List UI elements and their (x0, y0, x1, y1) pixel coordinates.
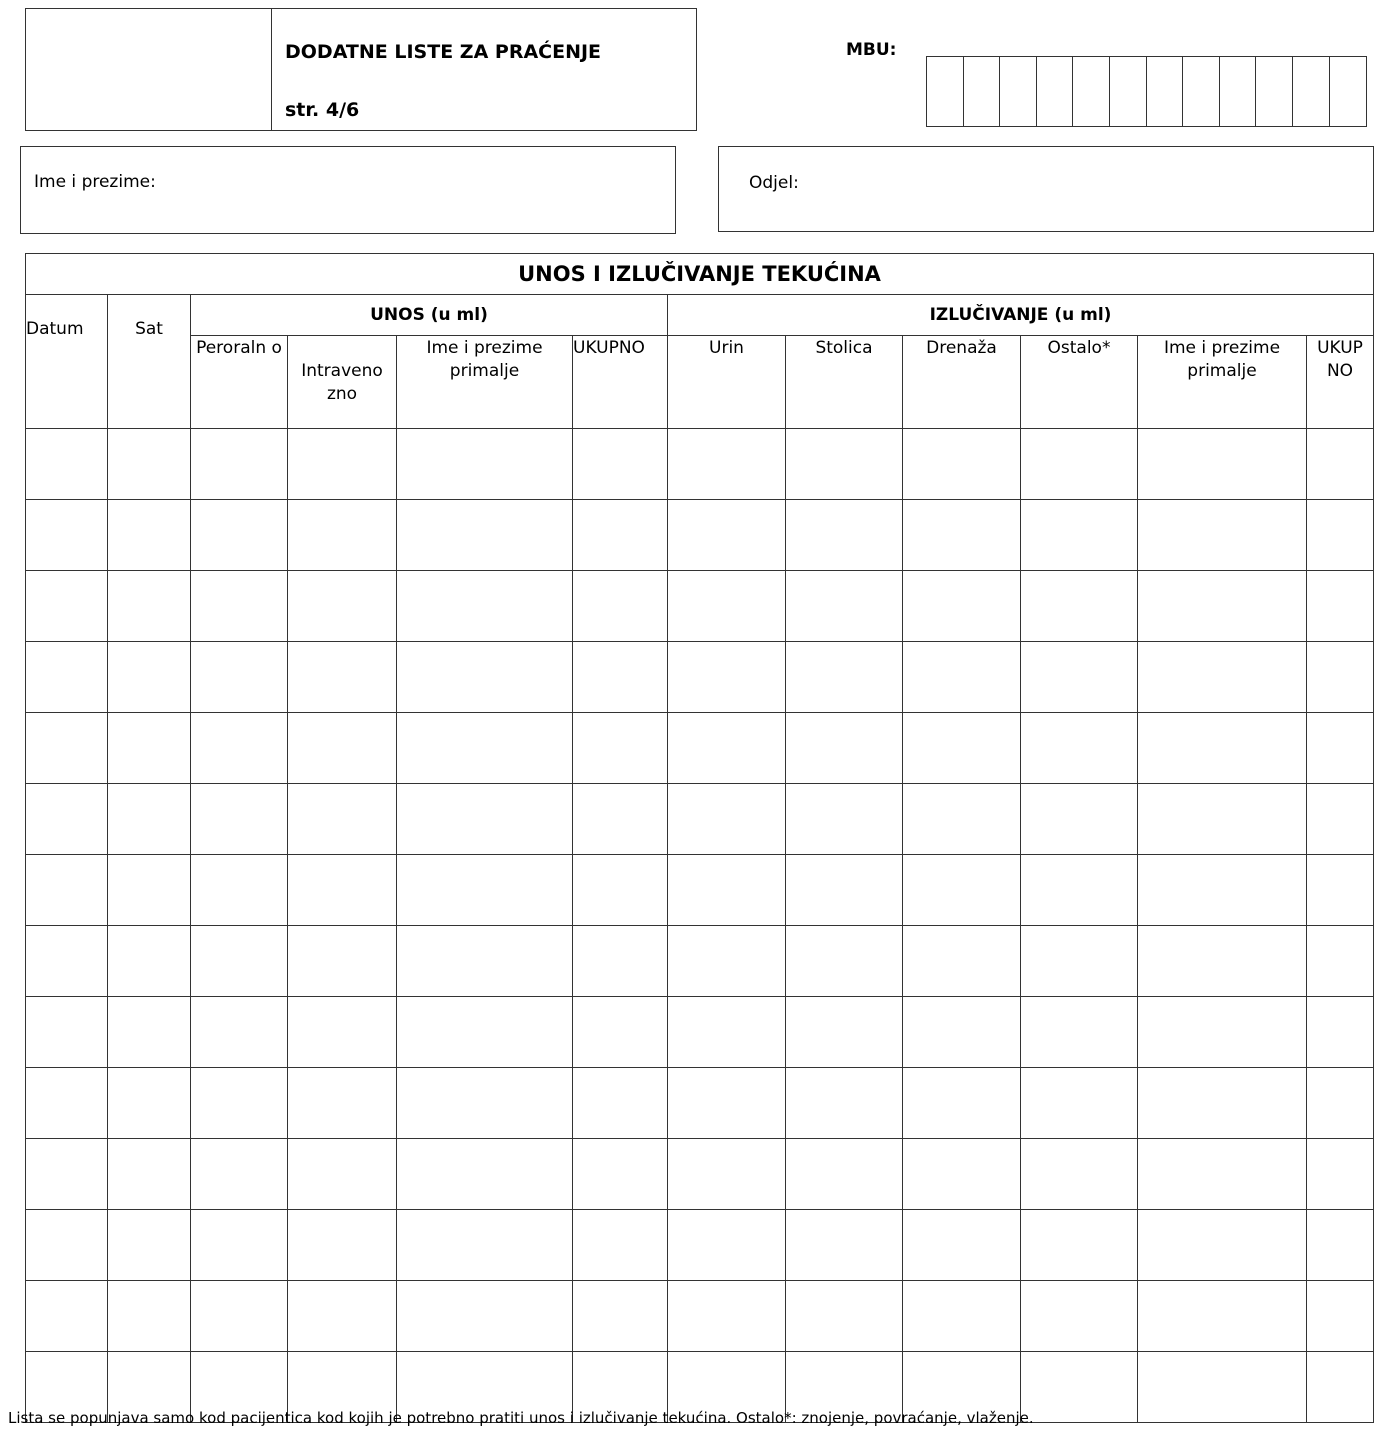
fluid-balance-table (25, 253, 1374, 1423)
table-cell[interactable] (26, 926, 108, 997)
table-cell[interactable] (1138, 642, 1307, 713)
table-cell[interactable] (288, 429, 397, 500)
department-field[interactable] (718, 146, 1374, 232)
table-cell[interactable] (191, 926, 288, 997)
table-cell[interactable] (191, 1281, 288, 1352)
table-cell[interactable] (108, 571, 191, 642)
table-cell[interactable] (786, 500, 903, 571)
table-cell[interactable] (1021, 1352, 1138, 1423)
table-cell[interactable] (1138, 1352, 1307, 1423)
table-cell[interactable] (786, 926, 903, 997)
table-cell[interactable] (288, 1210, 397, 1281)
table-cell[interactable] (108, 1210, 191, 1281)
table-row (26, 997, 1374, 1068)
mbu-digit-box[interactable] (964, 57, 1001, 126)
table-cell[interactable] (288, 1281, 397, 1352)
mbu-digit-box[interactable] (1073, 57, 1110, 126)
col-header-peroralno: Peroraln o (191, 336, 288, 429)
table-cell[interactable] (1307, 997, 1374, 1068)
table-cell[interactable] (1307, 1139, 1374, 1210)
table-cell[interactable] (1307, 1352, 1374, 1423)
table-cell[interactable] (26, 571, 108, 642)
table-row (26, 1139, 1374, 1210)
table-cell[interactable] (1307, 1281, 1374, 1352)
table-row (26, 784, 1374, 855)
table-cell[interactable] (1021, 1139, 1138, 1210)
table-row (26, 642, 1374, 713)
table-cell[interactable] (668, 571, 786, 642)
table-cell[interactable] (1021, 429, 1138, 500)
table-cell[interactable] (1138, 713, 1307, 784)
mbu-digit-box[interactable] (1147, 57, 1184, 126)
logo-box (25, 8, 272, 131)
table-cell[interactable] (288, 784, 397, 855)
table-cell[interactable] (1307, 1068, 1374, 1139)
department-label: Odjel: (749, 173, 799, 193)
table-cell[interactable] (26, 713, 108, 784)
table-cell[interactable] (786, 784, 903, 855)
table-cell[interactable] (786, 1139, 903, 1210)
col-header-output-midwife: Ime i prezime primalje (1138, 336, 1307, 429)
table-cell[interactable] (903, 1068, 1021, 1139)
table-cell[interactable] (26, 429, 108, 500)
table-cell[interactable] (903, 997, 1021, 1068)
table-cell[interactable] (191, 1068, 288, 1139)
table-cell[interactable] (26, 997, 108, 1068)
table-cell[interactable] (573, 855, 668, 926)
title-box (271, 8, 697, 131)
col-header-intake-midwife: Ime i prezime primalje (397, 336, 573, 429)
table-row (26, 926, 1374, 997)
col-header-output-total: UKUP NO (1307, 336, 1374, 429)
patient-name-field[interactable] (20, 146, 676, 234)
mbu-digit-box[interactable] (1037, 57, 1074, 126)
table-cell[interactable] (1138, 500, 1307, 571)
table-cell[interactable] (108, 1281, 191, 1352)
table-cell[interactable] (1307, 926, 1374, 997)
table-cell[interactable] (191, 997, 288, 1068)
table-cell[interactable] (108, 642, 191, 713)
table-cell[interactable] (288, 642, 397, 713)
table-cell[interactable] (1138, 855, 1307, 926)
table-cell[interactable] (903, 926, 1021, 997)
table-cell[interactable] (786, 1281, 903, 1352)
table-cell[interactable] (1307, 429, 1374, 500)
table-cell[interactable] (1138, 926, 1307, 997)
col-header-sat: Sat (108, 295, 191, 429)
table-cell[interactable] (1138, 571, 1307, 642)
table-cell[interactable] (26, 855, 108, 926)
table-cell[interactable] (668, 1139, 786, 1210)
table-cell[interactable] (26, 500, 108, 571)
table-cell[interactable] (903, 571, 1021, 642)
table-cell[interactable] (668, 429, 786, 500)
table-cell[interactable] (668, 1281, 786, 1352)
table-cell[interactable] (108, 1068, 191, 1139)
table-cell[interactable] (397, 1068, 573, 1139)
output-group-header: IZLUČIVANJE (u ml) (668, 295, 1374, 336)
table-cell[interactable] (191, 784, 288, 855)
table-row (26, 1281, 1374, 1352)
table-cell[interactable] (1307, 1210, 1374, 1281)
table-cell[interactable] (573, 429, 668, 500)
table-cell[interactable] (668, 1210, 786, 1281)
mbu-digit-box[interactable] (1330, 57, 1367, 126)
table-row (26, 713, 1374, 784)
col-header-ostalo: Ostalo* (1021, 336, 1138, 429)
col-header-drenaza: Drenaža (903, 336, 1021, 429)
table-cell[interactable] (1021, 997, 1138, 1068)
table-cell[interactable] (26, 1068, 108, 1139)
table-cell[interactable] (1307, 855, 1374, 926)
table-cell[interactable] (1138, 1139, 1307, 1210)
mbu-digit-box[interactable] (1183, 57, 1220, 126)
form-title: DODATNE LISTE ZA PRAĆENJE (285, 41, 602, 63)
table-cell[interactable] (397, 642, 573, 713)
table-body (26, 429, 1374, 1423)
table-cell[interactable] (288, 997, 397, 1068)
mbu-digit-box[interactable] (1110, 57, 1147, 126)
table-cell[interactable] (26, 1281, 108, 1352)
col-header-intake-total: UKUPNO (573, 336, 668, 429)
table-cell[interactable] (397, 926, 573, 997)
table-cell[interactable] (573, 1281, 668, 1352)
table-title: UNOS I IZLUČIVANJE TEKUĆINA (26, 254, 1374, 295)
table-cell[interactable] (1138, 1068, 1307, 1139)
table-cell[interactable] (26, 642, 108, 713)
table-cell[interactable] (108, 713, 191, 784)
table-cell[interactable] (26, 1210, 108, 1281)
table-cell[interactable] (573, 500, 668, 571)
table-cell[interactable] (191, 429, 288, 500)
table-cell[interactable] (288, 713, 397, 784)
table-cell[interactable] (397, 1210, 573, 1281)
table-cell[interactable] (191, 571, 288, 642)
table-cell[interactable] (903, 1139, 1021, 1210)
mbu-input-boxes[interactable] (926, 56, 1367, 127)
table-cell[interactable] (668, 500, 786, 571)
table-cell[interactable] (397, 1139, 573, 1210)
table-cell[interactable] (1021, 500, 1138, 571)
table-cell[interactable] (288, 926, 397, 997)
table-cell[interactable] (1021, 784, 1138, 855)
table-cell[interactable] (786, 1210, 903, 1281)
table-cell[interactable] (668, 1068, 786, 1139)
table-row (26, 500, 1374, 571)
table-cell[interactable] (1307, 784, 1374, 855)
table-cell[interactable] (573, 713, 668, 784)
table-cell[interactable] (1021, 1210, 1138, 1281)
table-cell[interactable] (1021, 926, 1138, 997)
table-cell[interactable] (573, 642, 668, 713)
table-cell[interactable] (1021, 1281, 1138, 1352)
table-cell[interactable] (1021, 642, 1138, 713)
table-cell[interactable] (191, 855, 288, 926)
table-cell[interactable] (108, 429, 191, 500)
table-cell[interactable] (397, 500, 573, 571)
mbu-digit-box[interactable] (927, 57, 964, 126)
patient-name-label: Ime i prezime: (34, 172, 156, 192)
table-cell[interactable] (903, 642, 1021, 713)
table-cell[interactable] (191, 642, 288, 713)
table-cell[interactable] (786, 571, 903, 642)
table-cell[interactable] (786, 713, 903, 784)
table-cell[interactable] (573, 926, 668, 997)
table-cell[interactable] (903, 713, 1021, 784)
table-cell[interactable] (573, 1068, 668, 1139)
mbu-digit-box[interactable] (1293, 57, 1330, 126)
table-cell[interactable] (397, 997, 573, 1068)
mbu-digit-box[interactable] (1220, 57, 1257, 126)
table-cell[interactable] (108, 855, 191, 926)
mbu-digit-box[interactable] (1000, 57, 1037, 126)
table-cell[interactable] (397, 855, 573, 926)
table-cell[interactable] (1021, 855, 1138, 926)
table-cell[interactable] (1138, 784, 1307, 855)
table-row (26, 571, 1374, 642)
table-row (26, 855, 1374, 926)
table-cell[interactable] (288, 855, 397, 926)
table-cell[interactable] (397, 1281, 573, 1352)
table-cell[interactable] (288, 1068, 397, 1139)
page-number: str. 4/6 (285, 99, 360, 121)
table-cell[interactable] (397, 784, 573, 855)
table-cell[interactable] (668, 926, 786, 997)
table-cell[interactable] (786, 855, 903, 926)
table-cell[interactable] (191, 500, 288, 571)
table-cell[interactable] (397, 571, 573, 642)
table-cell[interactable] (903, 1210, 1021, 1281)
table-cell[interactable] (1307, 500, 1374, 571)
table-cell[interactable] (1307, 571, 1374, 642)
mbu-label: MBU: (846, 40, 897, 60)
footer-note: Lista se popunjava samo kod pacijentica kod kojih je potrebno pratiti unos i izlučivanje tekućina. Ostalo*: znojenje, povraćanje, vlaženje. (8, 1409, 1034, 1427)
table-cell[interactable] (573, 1210, 668, 1281)
table-cell[interactable] (903, 855, 1021, 926)
table-cell[interactable] (191, 1210, 288, 1281)
table-cell[interactable] (573, 571, 668, 642)
table-row (26, 429, 1374, 500)
table-cell[interactable] (903, 784, 1021, 855)
table-cell[interactable] (288, 1139, 397, 1210)
table-cell[interactable] (903, 1281, 1021, 1352)
table-cell[interactable] (108, 1139, 191, 1210)
intake-group-header: UNOS (u ml) (191, 295, 668, 336)
table-cell[interactable] (573, 784, 668, 855)
table-cell[interactable] (1307, 642, 1374, 713)
table-row (26, 1068, 1374, 1139)
col-header-stolica: Stolica (786, 336, 903, 429)
table-cell[interactable] (668, 642, 786, 713)
table-cell[interactable] (108, 926, 191, 997)
table-cell[interactable] (786, 1068, 903, 1139)
table-cell[interactable] (26, 1139, 108, 1210)
table-cell[interactable] (397, 429, 573, 500)
table-cell[interactable] (786, 642, 903, 713)
table-row (26, 1210, 1374, 1281)
table-cell[interactable] (288, 500, 397, 571)
table-cell[interactable] (668, 713, 786, 784)
table-cell[interactable] (191, 1139, 288, 1210)
table-cell[interactable] (668, 855, 786, 926)
table-cell[interactable] (1138, 997, 1307, 1068)
table-cell[interactable] (191, 713, 288, 784)
col-header-urin: Urin (668, 336, 786, 429)
table-cell[interactable] (668, 784, 786, 855)
table-cell[interactable] (668, 997, 786, 1068)
table-cell[interactable] (1021, 1068, 1138, 1139)
table-cell[interactable] (26, 784, 108, 855)
mbu-digit-box[interactable] (1256, 57, 1293, 126)
table-cell[interactable] (573, 1139, 668, 1210)
table-cell[interactable] (786, 997, 903, 1068)
table-cell[interactable] (573, 997, 668, 1068)
table-cell[interactable] (108, 784, 191, 855)
table-cell[interactable] (108, 500, 191, 571)
table-cell[interactable] (288, 571, 397, 642)
table-cell[interactable] (1021, 713, 1138, 784)
table-cell[interactable] (108, 997, 191, 1068)
table-cell[interactable] (786, 429, 903, 500)
table-cell[interactable] (1138, 1281, 1307, 1352)
table-cell[interactable] (1307, 713, 1374, 784)
table-cell[interactable] (903, 500, 1021, 571)
table-cell[interactable] (1021, 571, 1138, 642)
col-header-datum: Datum (26, 295, 108, 429)
table-cell[interactable] (1138, 429, 1307, 500)
table-cell[interactable] (397, 713, 573, 784)
table-cell[interactable] (1138, 1210, 1307, 1281)
col-header-intravenozno: Intraveno zno (288, 336, 397, 429)
table-cell[interactable] (903, 429, 1021, 500)
